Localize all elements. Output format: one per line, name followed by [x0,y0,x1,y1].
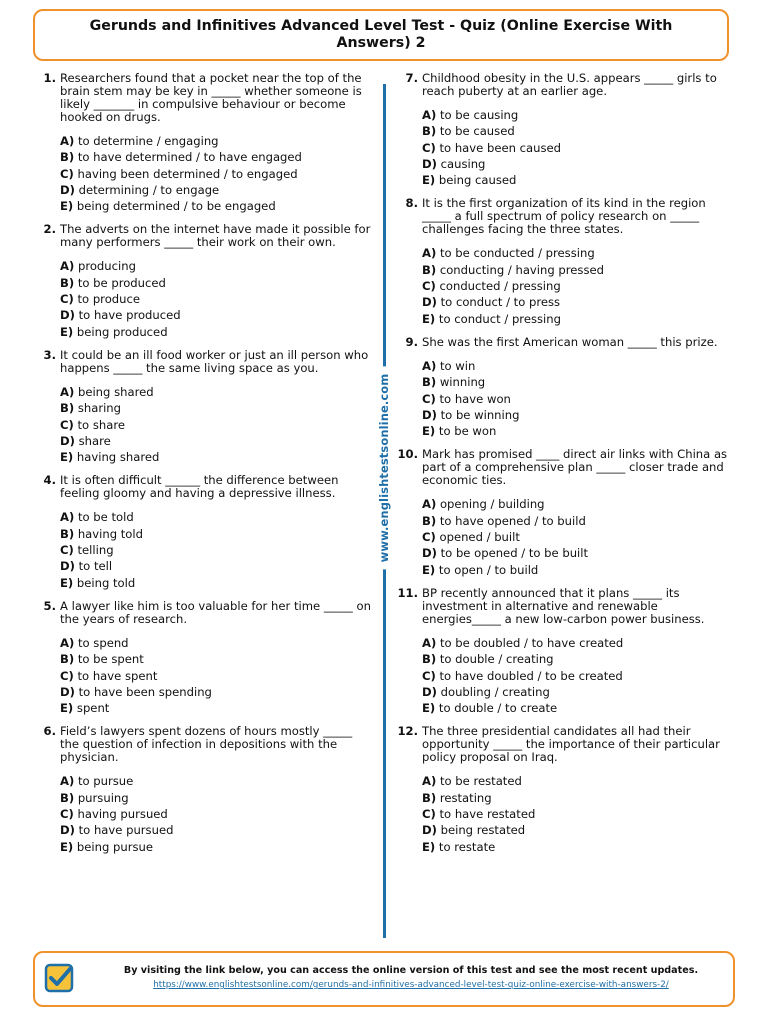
option-text: opening / building [439,497,545,512]
answer-option[interactable] [60,449,374,465]
option-text: to have doubled / to be created [439,668,623,683]
option-text: to be causing [439,108,519,122]
option-letter: A) [60,510,75,525]
answer-option[interactable] [60,149,374,165]
side-website-url: www.englishtestsonline.com [377,367,391,570]
footer-box [33,951,735,1007]
option-text: to be doubled / to have created [439,635,624,650]
option-text: conducted / pressing [439,279,561,294]
option-text: to restate [438,839,496,854]
option-letter: E) [60,839,74,854]
question-item [34,725,374,854]
option-letter: B) [422,375,437,390]
option-text: to be winning [440,407,520,422]
answer-option[interactable] [60,558,374,574]
option-letter: A) [422,358,437,373]
answer-option[interactable] [60,324,374,340]
answer-option[interactable] [422,262,736,278]
option-text: to double / creating [439,652,554,667]
answer-options [422,635,736,716]
option-letter: C) [422,279,436,294]
answer-options [60,384,374,465]
option-letter: C) [422,140,436,155]
option-text: opened / built [439,530,520,545]
question-number: 8. [405,196,418,211]
question-number: 11. [397,585,418,600]
option-letter: E) [422,311,436,326]
option-letter: E) [422,424,436,439]
option-text: causing [440,156,486,171]
answer-option[interactable] [422,358,736,374]
question-item [396,336,736,439]
option-letter: B) [60,401,75,416]
footer-link[interactable]: https://www.englishtestsonline.com/gerunds-and-infinitives-advanced-level-test-quiz-online-exercise-with-answers-2/ [153,980,669,990]
answer-option[interactable] [60,509,374,525]
option-letter: B) [60,790,75,805]
option-text: to be restated [439,774,522,789]
answer-option[interactable] [60,790,374,806]
option-letter: A) [422,497,437,512]
question-number: 5. [43,598,56,613]
option-text: to have been spending [78,684,212,699]
option-text: to open / to build [438,562,539,577]
option-text: to be caused [439,124,515,139]
answer-option[interactable] [422,790,736,806]
answer-option[interactable] [60,433,374,449]
option-text: winning [439,375,486,390]
answer-option[interactable] [422,156,736,172]
answer-options [60,773,374,854]
answer-options [422,773,736,854]
option-text: to be conducted / pressing [439,246,595,261]
question-item [34,600,374,716]
option-letter: B) [60,526,75,541]
question-item [396,72,736,188]
option-letter: A) [60,259,75,274]
option-letter: D) [422,295,437,310]
page-title: Gerunds and Infinitives Advanced Level Test - Quiz (Online Exercise With Answers) 2 [89,18,673,51]
questions-right-column [396,72,736,864]
option-text: being restated [440,823,526,838]
option-text: to have spent [77,668,158,683]
option-letter: D) [60,182,75,197]
question-item [34,474,374,590]
answer-option[interactable] [60,839,374,855]
question-number: 6. [43,724,56,739]
answer-option[interactable] [60,542,374,558]
answer-option[interactable] [422,773,736,789]
option-letter: D) [422,684,437,699]
option-text: being caused [438,173,517,188]
answer-option[interactable] [60,384,374,400]
option-text: being produced [76,324,168,339]
option-text: to tell [78,559,113,574]
option-letter: C) [60,543,74,558]
answer-option[interactable] [422,684,736,700]
question-text: The three presidential candidates all had their opportunity _____ the importance of their particular policy proposal on Iraq. [422,724,720,765]
answer-options [60,133,374,214]
option-text: having pursued [77,807,168,822]
answer-option[interactable] [60,806,374,822]
question-item [34,72,374,214]
checkbox-check-icon [43,962,75,994]
option-text: being shared [77,384,154,399]
answer-options [60,635,374,716]
answer-option[interactable] [422,668,736,684]
option-letter: C) [60,807,74,822]
question-number: 3. [43,347,56,362]
answer-option[interactable] [422,311,736,327]
option-text: to be spent [77,652,144,667]
option-letter: C) [60,166,74,181]
question-number: 2. [43,222,56,237]
option-text: having told [77,526,143,541]
answer-option[interactable] [422,107,736,123]
option-text: sharing [77,401,122,416]
answer-option[interactable] [60,307,374,323]
option-letter: A) [60,384,75,399]
option-text: to win [439,358,476,373]
question-item [396,448,736,577]
option-text: producing [77,259,136,274]
option-text: conducting / having pressed [439,262,604,277]
answer-option[interactable] [60,198,374,214]
option-letter: E) [60,450,74,465]
option-letter: E) [422,701,436,716]
answer-option[interactable] [60,258,374,274]
question-number: 9. [405,334,418,349]
answer-option[interactable] [60,133,374,149]
question-text: BP recently announced that it plans _____ its investment in alternative and renewable energies_____ a new low-carbon power business. [422,585,705,626]
answer-option[interactable] [60,575,374,591]
question-number: 10. [397,447,418,462]
option-text: share [78,433,111,448]
option-text: to be produced [77,275,166,290]
option-text: to have produced [78,308,181,323]
option-text: to produce [77,292,141,307]
option-text: telling [77,543,114,558]
answer-option[interactable] [422,545,736,561]
option-letter: D) [422,407,437,422]
option-letter: C) [422,668,436,683]
option-letter: A) [60,635,75,650]
answer-option[interactable] [422,172,736,188]
option-text: to be won [438,424,497,439]
option-text: pursuing [77,790,129,805]
answer-option[interactable] [60,275,374,291]
option-letter: D) [60,308,75,323]
answer-option[interactable] [422,529,736,545]
answer-options [422,107,736,188]
option-text: to be told [77,510,134,525]
option-letter: D) [60,559,75,574]
option-text: to have determined / to have engaged [77,150,302,165]
questions-left-column [34,72,374,864]
answer-options [422,496,736,577]
option-letter: D) [422,823,437,838]
option-letter: D) [60,823,75,838]
answer-option[interactable] [422,391,736,407]
answer-option[interactable] [60,700,374,716]
answer-option[interactable] [422,562,736,578]
option-letter: C) [60,668,74,683]
answer-option[interactable] [422,496,736,512]
option-text: having been determined / to engaged [77,166,298,181]
option-letter: E) [60,701,74,716]
question-text: It is often difficult ______ the difference between feeling gloomy and having a depressive illness. [60,473,339,501]
answer-option[interactable] [422,822,736,838]
answer-option[interactable] [60,668,374,684]
option-letter: A) [422,108,437,122]
option-letter: D) [422,546,437,561]
answer-option[interactable] [60,651,374,667]
option-text: to have pursued [78,823,174,838]
option-letter: C) [422,807,436,822]
answer-option[interactable] [422,513,736,529]
option-text: to share [77,417,125,432]
answer-option[interactable] [422,278,736,294]
option-letter: B) [422,652,437,667]
title-box [33,9,729,61]
question-text: Researchers found that a pocket near the top of the brain stem may be key in _____ whether someone is likely _______ in compulsive behaviour or become hooked on drugs. [60,71,362,124]
answer-option[interactable] [422,245,736,261]
option-letter: E) [422,562,436,577]
option-letter: E) [422,173,436,188]
answer-option[interactable] [422,700,736,716]
option-letter: D) [60,433,75,448]
question-item [34,349,374,465]
option-letter: A) [60,134,75,148]
option-text: to have restated [439,807,536,822]
answer-options [60,509,374,590]
answer-option[interactable] [60,166,374,182]
question-item [396,197,736,326]
option-text: doubling / creating [440,684,550,699]
question-number: 12. [397,724,418,739]
option-letter: E) [422,839,436,854]
option-letter: A) [60,774,75,789]
option-letter: B) [422,513,437,528]
question-text: A lawyer like him is too valuable for her time _____ on the years of research. [60,598,371,626]
option-letter: D) [422,156,437,171]
answer-option[interactable] [60,182,374,198]
option-letter: A) [422,246,437,261]
option-text: having shared [76,450,160,465]
answer-option[interactable] [422,635,736,651]
question-number: 1. [43,71,56,85]
option-text: to double / to create [438,701,558,716]
answer-option[interactable] [60,635,374,651]
question-text: It is the first organization of its kind in the region _____ a full spectrum of policy research on _____ challenges facing the three states. [422,196,706,237]
option-letter: C) [60,292,74,307]
option-text: to have opened / to build [439,513,586,528]
option-text: being determined / to be engaged [76,199,276,214]
question-item [396,725,736,854]
answer-option[interactable] [422,423,736,439]
answer-option[interactable] [60,400,374,416]
option-text: to have won [439,391,511,406]
answer-option[interactable] [60,822,374,838]
option-letter: B) [60,652,75,667]
option-letter: A) [422,774,437,789]
option-letter: C) [422,530,436,545]
answer-option[interactable] [422,407,736,423]
answer-option[interactable] [422,294,736,310]
answer-option[interactable] [60,291,374,307]
option-text: to spend [77,635,129,650]
option-text: being pursue [76,839,154,854]
option-text: to be opened / to be built [440,546,589,561]
option-letter: E) [60,324,74,339]
question-text: Mark has promised ____ direct air links with China as part of a comprehensive plan _____ closer trade and economic ties. [422,447,728,488]
option-letter: C) [422,391,436,406]
answer-options [422,245,736,326]
answer-options [60,258,374,339]
option-letter: B) [60,150,75,165]
question-number: 7. [405,71,418,85]
option-text: spent [76,701,110,716]
option-letter: E) [60,575,74,590]
answer-option[interactable] [60,684,374,700]
answer-option[interactable] [60,773,374,789]
question-text: She was the first American woman _____ this prize. [422,334,718,349]
option-text: to determine / engaging [77,134,219,148]
question-text: The adverts on the internet have made it possible for many performers _____ their work on their own. [60,222,371,250]
option-letter: B) [422,124,437,139]
question-item [396,587,736,716]
option-text: determining / to engage [78,182,220,197]
question-text: It could be an ill food worker or just an ill person who happens _____ the same living space as you. [60,347,369,375]
option-text: to conduct / pressing [438,311,561,326]
option-letter: D) [60,684,75,699]
option-letter: A) [422,635,437,650]
answer-option[interactable] [422,651,736,667]
answer-option[interactable] [60,417,374,433]
option-letter: E) [60,199,74,214]
answer-option[interactable] [422,374,736,390]
option-text: being told [76,575,136,590]
option-letter: C) [60,417,74,432]
footer-note: By visiting the link below, you can access the online version of this test and see the most recent updates. [123,965,699,976]
option-text: to pursue [77,774,134,789]
answer-option[interactable] [60,526,374,542]
option-letter: B) [422,790,437,805]
option-letter: B) [422,262,437,277]
question-item [34,223,374,339]
answer-option[interactable] [422,123,736,139]
answer-options [422,358,736,439]
answer-option[interactable] [422,806,736,822]
question-number: 4. [43,473,56,488]
option-text: to conduct / to press [440,295,561,310]
option-letter: B) [60,275,75,290]
question-text: Field’s lawyers spent dozens of hours mostly _____ the question of infection in depositions with the physician. [60,724,353,765]
answer-option[interactable] [422,839,736,855]
answer-option[interactable] [422,140,736,156]
question-text: Childhood obesity in the U.S. appears _____ girls to reach puberty at an earlier age. [422,71,717,98]
option-text: restating [439,790,492,805]
option-text: to have been caused [439,140,561,155]
